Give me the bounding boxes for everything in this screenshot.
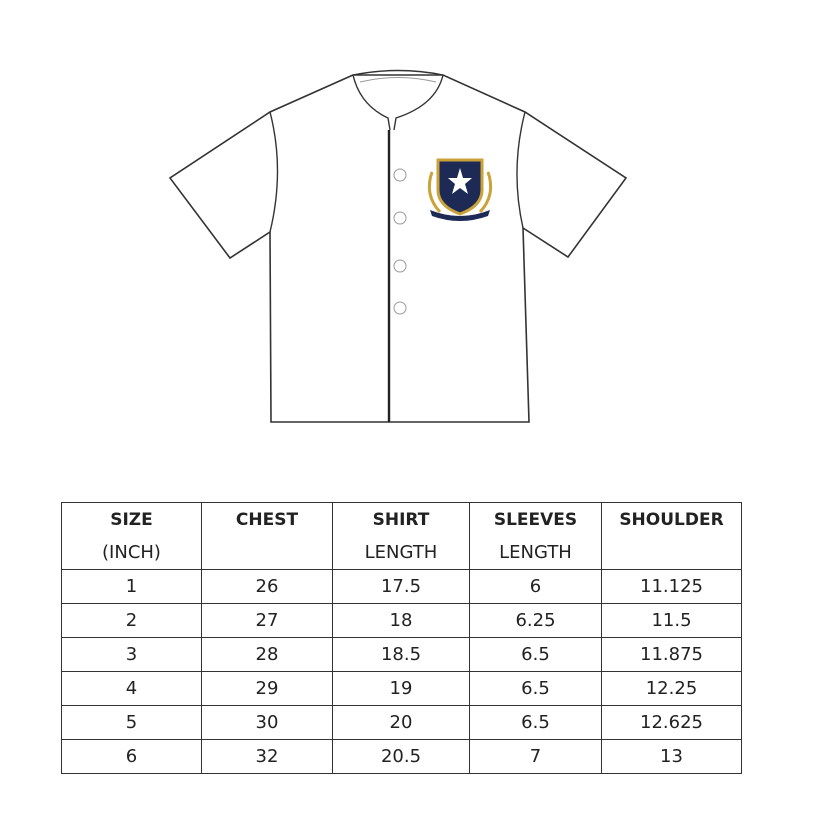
shirt-button — [394, 260, 406, 272]
header-sleeves-length: SLEEVES — [470, 503, 602, 537]
table-row — [62, 638, 742, 672]
shirt-button — [394, 169, 406, 181]
cell-chest: 29 — [202, 672, 333, 706]
cell-size: 5 — [62, 706, 202, 740]
cell-shirt-length: 20 — [333, 706, 470, 740]
shirt-button — [394, 302, 406, 314]
cell-shoulder: 11.5 — [602, 604, 742, 638]
cell-shoulder: 11.125 — [602, 570, 742, 604]
cell-sleeves-length: 6 — [470, 570, 602, 604]
header-chest-sub — [202, 536, 333, 570]
table-row — [62, 570, 742, 604]
shirt-illustration — [160, 60, 640, 430]
table-row — [62, 672, 742, 706]
cell-shoulder: 12.625 — [602, 706, 742, 740]
header-shoulder: SHOULDER — [602, 503, 742, 537]
cell-size: 3 — [62, 638, 202, 672]
table-row — [62, 706, 742, 740]
cell-shirt-length: 17.5 — [333, 570, 470, 604]
header-size: SIZE — [62, 503, 202, 537]
cell-shirt-length: 18 — [333, 604, 470, 638]
table-row — [62, 740, 742, 774]
cell-size: 1 — [62, 570, 202, 604]
header-sleeves-length-sub: LENGTH — [470, 536, 602, 570]
cell-chest: 27 — [202, 604, 333, 638]
school-crest-icon — [429, 160, 490, 221]
table-header-row-2 — [62, 536, 742, 570]
cell-size: 6 — [62, 740, 202, 774]
cell-shirt-length: 18.5 — [333, 638, 470, 672]
cell-sleeves-length: 6.5 — [470, 638, 602, 672]
header-shirt-length: SHIRT — [333, 503, 470, 537]
header-shoulder-sub — [602, 536, 742, 570]
cell-chest: 28 — [202, 638, 333, 672]
table-header-row — [62, 503, 742, 537]
cell-chest: 26 — [202, 570, 333, 604]
cell-shoulder: 11.875 — [602, 638, 742, 672]
cell-chest: 30 — [202, 706, 333, 740]
cell-shoulder: 13 — [602, 740, 742, 774]
cell-size: 2 — [62, 604, 202, 638]
cell-shirt-length: 19 — [333, 672, 470, 706]
header-size-unit: (INCH) — [62, 536, 202, 570]
cell-sleeves-length: 6.5 — [470, 672, 602, 706]
cell-size: 4 — [62, 672, 202, 706]
cell-shirt-length: 20.5 — [333, 740, 470, 774]
cell-shoulder: 12.25 — [602, 672, 742, 706]
header-shirt-length-sub: LENGTH — [333, 536, 470, 570]
cell-sleeves-length: 6.5 — [470, 706, 602, 740]
cell-sleeves-length: 7 — [470, 740, 602, 774]
table-row — [62, 604, 742, 638]
cell-sleeves-length: 6.25 — [470, 604, 602, 638]
shirt-with-crest-icon — [160, 60, 640, 430]
cell-chest: 32 — [202, 740, 333, 774]
shirt-button — [394, 212, 406, 224]
shirt-outline — [170, 75, 626, 422]
header-chest: CHEST — [202, 503, 333, 537]
size-chart-table — [61, 502, 742, 774]
